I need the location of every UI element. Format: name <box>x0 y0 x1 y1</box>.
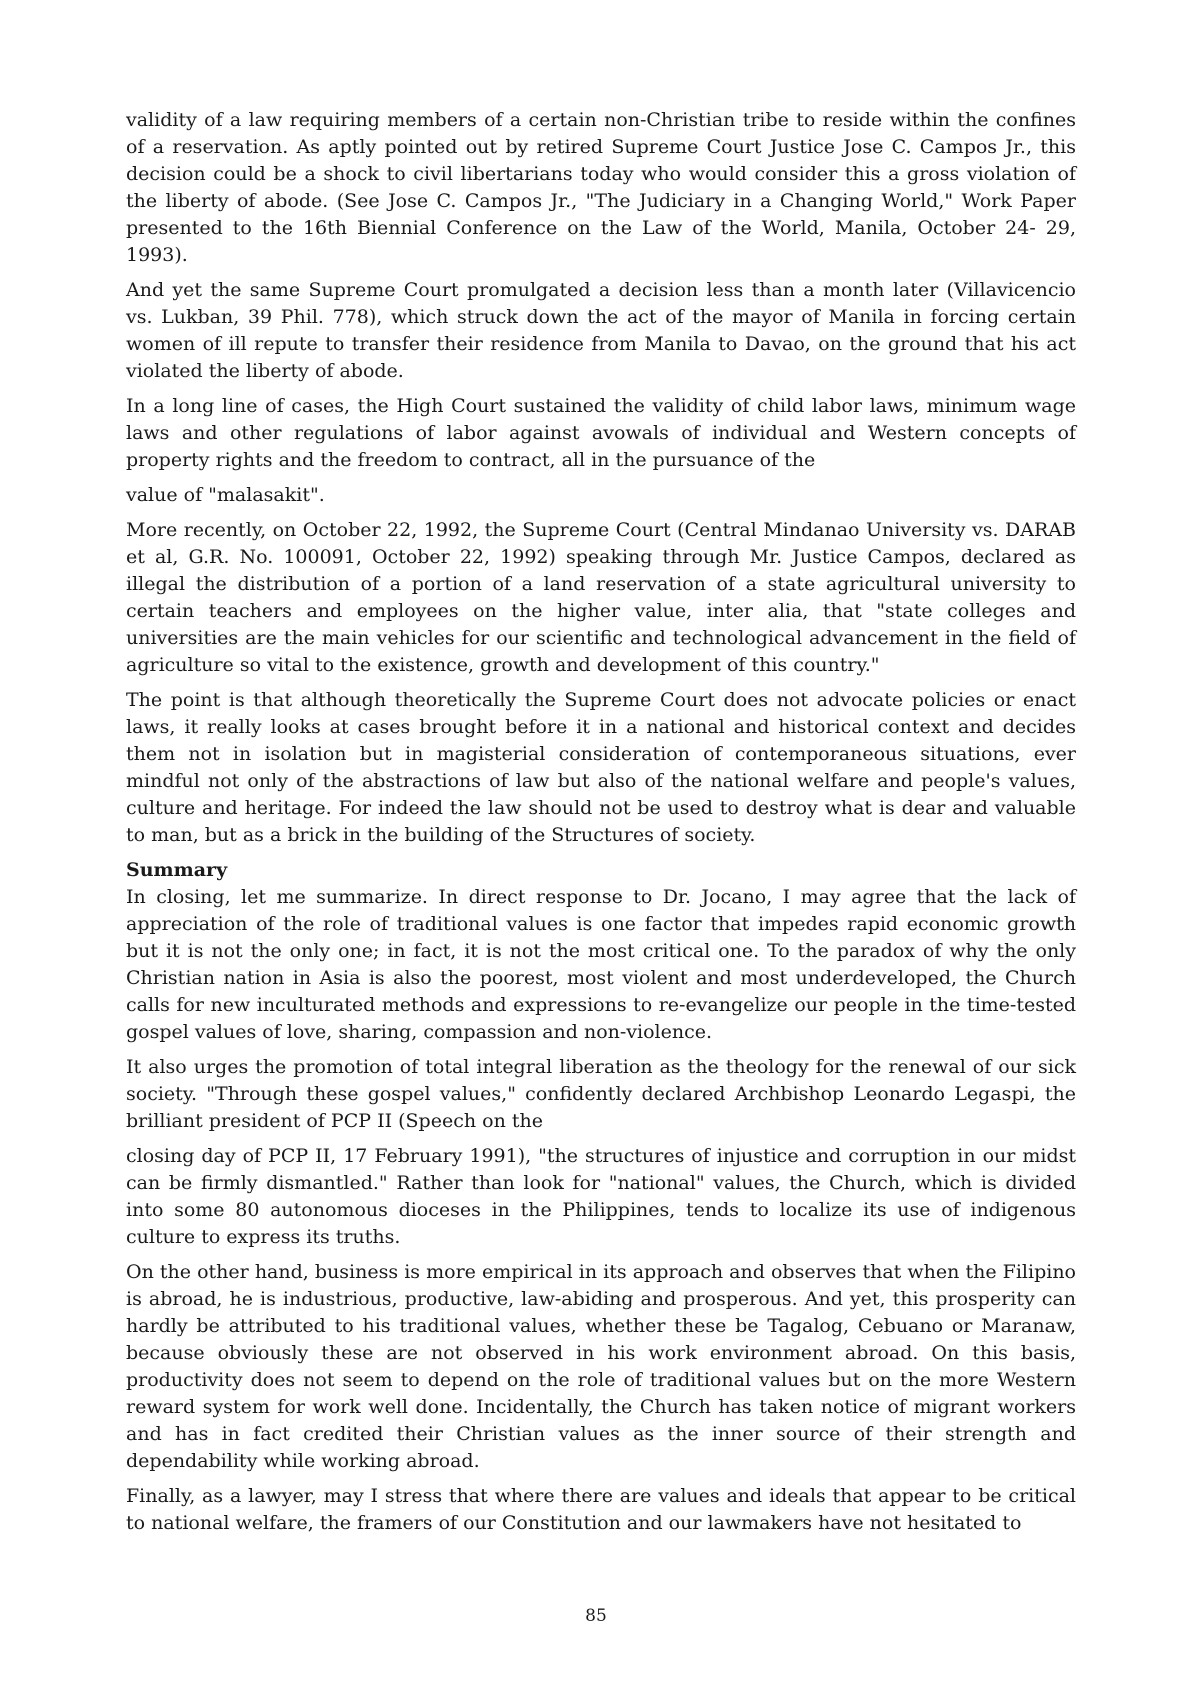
paragraph: validity of a law requiring members of a certain non-Christian tribe to reside within the confines of a reservation. As aptly pointed out by retired Supreme Court Justice Jose C. Campos Jr., this decision could be a shock to civil libertarians today who would consider this a gross violation of the liberty of abode. (See Jose C. Campos Jr., "The Judiciary in a Changing World," Work Paper presented to the 16th Biennial Conference on the Law of the World, Manila, October 24- 29, 1993). <box>126 109 1076 266</box>
document-body <box>126 107 1076 1537</box>
paragraph: In a long line of cases, the High Court sustained the validity of child labor laws, minimum wage laws and other regulations of labor against avowals of individual and Western concepts of property rights and the freedom to contract, all in the pursuance of the <box>126 395 1076 471</box>
paragraph: closing day of PCP II, 17 February 1991), "the structures of injustice and corruption in our midst can be firmly dismantled." Rather than look for "national" values, the Church, which is divided into some 80 autonomous dioceses in the Philippines, tends to localize its use of indigenous culture to express its truths. <box>126 1145 1076 1248</box>
paragraph: In closing, let me summarize. In direct response to Dr. Jocano, I may agree that the lack of appreciation of the role of traditional values is one factor that impedes rapid economic growth but it is not the only one; in fact, it is not the most critical one. To the paradox of why the only Christian nation in Asia is also the poorest, most violent and most underdeveloped, the Church calls for new inculturated methods and expressions to re-evangelize our people in the time-tested gospel values of love, sharing, compassion and non-violence. <box>126 886 1076 1043</box>
paragraph: Finally, as a lawyer, may I stress that where there are values and ideals that appear to be critical to national welfare, the framers of our Constitution and our lawmakers have not hesitated to <box>126 1485 1076 1534</box>
paragraph: The point is that although theoretically the Supreme Court does not advocate policies or enact laws, it really looks at cases brought before it in a national and historical context and decides them not in isolation but in magisterial consideration of contemporaneous situations, ever mindful not only of the abstractions of law but also of the national welfare and people's values, culture and heritage. For indeed the law should not be used to destroy what is dear and valuable to man, but as a brick in the building of the Structures of society. <box>126 689 1076 846</box>
section-heading: Summary <box>126 859 228 881</box>
paragraph: It also urges the promotion of total integral liberation as the theology for the renewal of our sick society. "Through these gospel values," confidently declared Archbishop Leonardo Legaspi, the brilliant president of PCP II (Speech on the <box>126 1056 1076 1132</box>
paragraph: More recently, on October 22, 1992, the Supreme Court (Central Mindanao University vs. DARAB et al, G.R. No. 100091, October 22, 1992) speaking through Mr. Justice Campos, declared as illegal the distribution of a portion of a land reservation of a state agricultural university to certain teachers and employees on the higher value, inter alia, that "state colleges and universities are the main vehicles for our scientific and technological advancement in the field of agriculture so vital to the existence, growth and development of this country." <box>126 519 1076 676</box>
paragraph: On the other hand, business is more empirical in its approach and observes that when the Filipino is abroad, he is industrious, productive, law-abiding and prosperous. And yet, this prosperity can hardly be attributed to his traditional values, whether these be Tagalog, Cebuano or Maranaw, because obviously these are not observed in his work environment abroad. On this basis, productivity does not seem to depend on the role of traditional values but on the more Western reward system for work well done. Incidentally, the Church has taken notice of migrant workers and has in fact credited their Christian values as the inner source of their strength and dependability while working abroad. <box>126 1261 1076 1472</box>
paragraph: value of "malasakit". <box>126 484 325 506</box>
page-number: 85 <box>585 1606 607 1626</box>
paragraph: And yet the same Supreme Court promulgated a decision less than a month later (Villavicencio vs. Lukban, 39 Phil. 778), which struck down the act of the mayor of Manila in forcing certain women of ill repute to transfer their residence from Manila to Davao, on the ground that his act violated the liberty of abode. <box>126 279 1076 382</box>
